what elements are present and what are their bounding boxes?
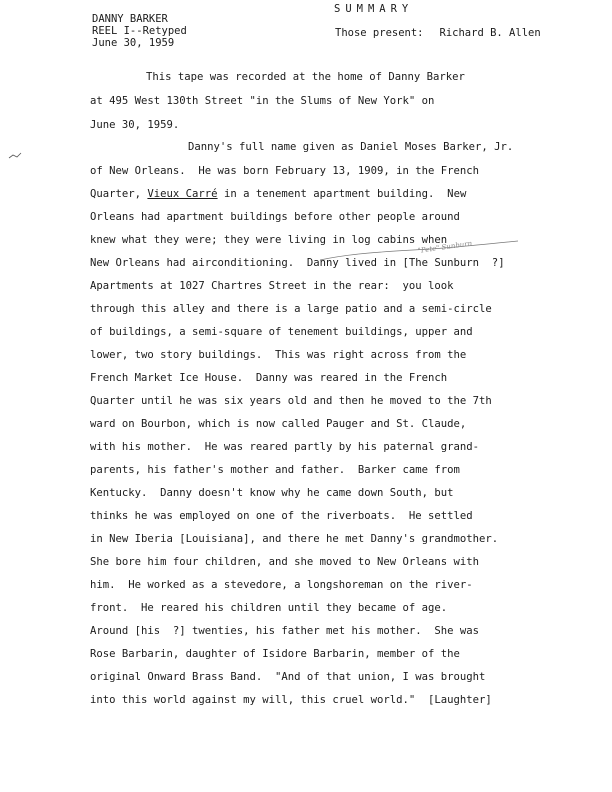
body-line: Danny's full name given as Daniel Moses Barker, Jr. [188,141,514,153]
body-line: into this world against my will, this cruel world." [Laughter] [90,694,492,706]
header-info [92,13,187,49]
subject-name: DANNY BARKER [92,13,168,25]
handwritten-annotation-text: "Pete" Sunburn [417,239,473,255]
body-line: him. He worked as a stevedore, a longshoreman on the river- [90,579,473,591]
body-line [90,187,466,201]
body-line: with his mother. He was reared partly by his paternal grand- [90,441,480,453]
body-line: original Onward Brass Band. "And of that union, I was brought [90,671,486,683]
recording-date: June 30, 1959 [92,37,175,49]
body-line: Apartments at 1027 Chartres Street in the rear: you look [90,280,454,292]
body-line: Orleans had apartment buildings before other people around [90,211,460,223]
vieux-carre-underlined: Vieux Carré [147,188,218,200]
body-line: ward on Bourbon, which is now called Pauger and St. Claude, [90,418,467,430]
present-label: Those present: [335,27,424,39]
stray-pen-mark [8,152,22,160]
body-line: of buildings, a semi-square of tenement buildings, upper and [90,326,473,338]
body-line: Quarter until he was six years old and then he moved to the 7th [90,395,492,407]
body-line: Rose Barbarin, daughter of Isidore Barbarin, member of the [90,648,460,660]
body-line: thinks he was employed on one of the riverboats. He settled [90,510,473,522]
body-line: front. He reared his children until they became of age. [90,602,448,614]
body-line: knew what they were; they were living in log cabins when [90,234,448,246]
present-name: Richard B. Allen [439,27,541,39]
body-line: French Market Ice House. Danny was reared in the French [90,372,448,384]
page-title: SUMMARY [334,3,414,15]
body-line: at 495 West 130th Street "in the Slums of New York" on [90,95,435,107]
those-present [335,27,541,39]
body-line: parents, his father's mother and father. Barker came from [90,464,460,476]
body-line: of New Orleans. He was born February 13, 1909, in the French [90,165,480,177]
body-line: New Orleans had airconditioning. Danny lived in [The Sunburn ?] [90,257,505,269]
body-line: Kentucky. Danny doesn't know why he came down South, but [90,487,454,499]
body-line: This tape was recorded at the home of Danny Barker [146,71,465,83]
body-line: She bore him four children, and she moved to New Orleans with [90,556,480,568]
body-line: June 30, 1959. [90,119,180,131]
body-line: lower, two story buildings. This was right across from the [90,349,467,361]
body-line: in New Iberia [Louisiana], and there he met Danny's grandmother. [90,533,499,545]
body-line: through this alley and there is a large patio and a semi-circle [90,303,492,315]
reel-label: REEL I--Retyped [92,25,187,37]
body-line-part: in a tenement apartment building. New [217,188,467,200]
body-line: Around [his ?] twenties, his father met his mother. She was [90,625,480,637]
body-line-part: Quarter, [90,188,148,200]
